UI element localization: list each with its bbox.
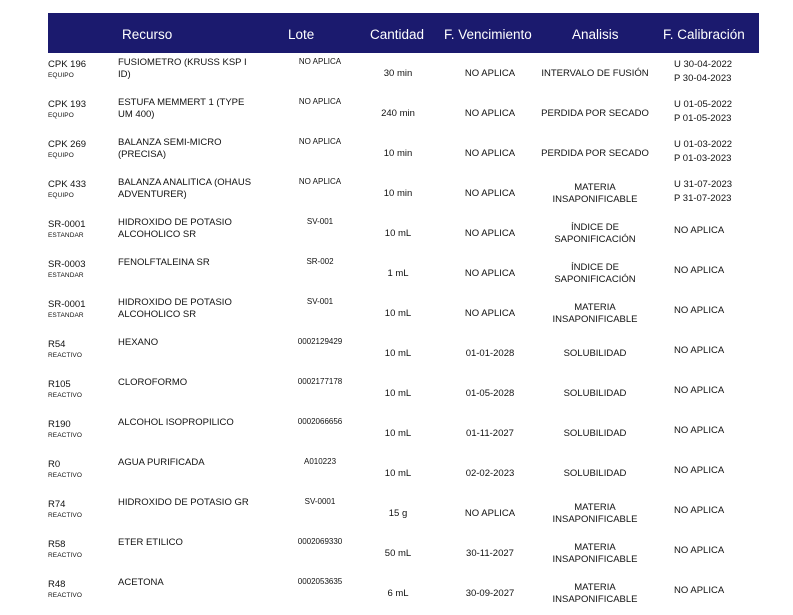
expiry-date: 30-09-2027 <box>465 588 515 599</box>
resource-kind: EQUIPO <box>48 72 74 79</box>
analysis: MATERIA INSAPONIFICABLE <box>552 182 638 205</box>
lot-number: NO APLICA <box>298 57 342 66</box>
header-vencimiento: F. Vencimiento <box>444 27 532 42</box>
lot-number: SR-002 <box>306 257 334 266</box>
quantity: 10 mL <box>384 308 412 319</box>
table-row <box>48 455 759 495</box>
quantity: 240 min <box>381 108 415 119</box>
quantity: 10 mL <box>384 428 412 439</box>
quantity: 10 mL <box>384 388 412 399</box>
calibration <box>674 98 764 126</box>
analysis: ÍNDICE DE SAPONIFICACIÓN <box>554 222 636 245</box>
resource-kind: ESTANDAR <box>48 312 84 319</box>
calibration-last: NO APLICA <box>674 425 725 436</box>
resource-name: ESTUFA MEMMERT 1 (TYPE UM 400) <box>118 97 245 120</box>
calibration-next: P 31-07-2023 <box>674 193 732 204</box>
resource-name: FENOLFTALEINA SR <box>118 257 210 268</box>
expiry-date: NO APLICA <box>464 188 516 199</box>
resource-name: AGUA PURIFICADA <box>118 457 205 468</box>
table-row <box>48 535 759 575</box>
calibration <box>674 584 764 598</box>
lot-number: SV-0001 <box>304 497 336 506</box>
resource-code: R74 <box>48 499 66 510</box>
analysis: SOLUBILIDAD <box>563 468 627 479</box>
calibration <box>674 58 764 86</box>
analysis: MATERIA INSAPONIFICABLE <box>552 502 638 525</box>
resource-code: R190 <box>48 419 71 430</box>
header-cantidad: Cantidad <box>370 27 425 42</box>
resource-kind: REACTIVO <box>48 472 83 479</box>
calibration <box>674 544 764 558</box>
table-row <box>48 95 759 135</box>
resource-name: HIDROXIDO DE POTASIO ALCOHOLICO SR <box>118 297 232 320</box>
expiry-date: NO APLICA <box>464 148 516 159</box>
resource-kind: EQUIPO <box>48 112 74 119</box>
expiry-date: 01-05-2028 <box>465 388 515 399</box>
lot-number: 0002069330 <box>297 537 343 546</box>
expiry-date: 02-02-2023 <box>465 468 515 479</box>
resource-kind: REACTIVO <box>48 392 83 399</box>
resource-kind: EQUIPO <box>48 192 74 199</box>
resource-code: R58 <box>48 539 66 550</box>
expiry-date: NO APLICA <box>464 228 516 239</box>
quantity: 15 g <box>388 508 408 519</box>
analysis: SOLUBILIDAD <box>563 348 627 359</box>
quantity: 1 mL <box>387 268 409 279</box>
expiry-date: 30-11-2027 <box>466 548 514 559</box>
table-row <box>48 575 759 615</box>
resource-kind: EQUIPO <box>48 152 74 159</box>
calibration-last: U 01-05-2022 <box>674 99 733 110</box>
header-calibracion: F. Calibración <box>663 27 745 42</box>
calibration <box>674 264 764 278</box>
resource-code: SR-0003 <box>48 259 86 270</box>
table-row <box>48 335 759 375</box>
resource-code: CPK 193 <box>48 99 87 110</box>
resource-code: SR-0001 <box>48 219 86 230</box>
quantity: 30 min <box>383 68 413 79</box>
table-body <box>48 55 759 615</box>
table-row <box>48 135 759 175</box>
calibration-last: NO APLICA <box>674 225 725 236</box>
analysis: MATERIA INSAPONIFICABLE <box>552 582 638 605</box>
calibration-last: NO APLICA <box>674 345 725 356</box>
resource-kind: ESTANDAR <box>48 272 84 279</box>
resource-name: ACETONA <box>118 577 164 588</box>
resource-code: SR-0001 <box>48 299 86 310</box>
calibration-next: P 01-03-2023 <box>674 153 732 164</box>
calibration-last: U 01-03-2022 <box>674 139 733 150</box>
resource-name: ALCOHOL ISOPROPILICO <box>118 417 234 428</box>
expiry-date: NO APLICA <box>464 508 516 519</box>
calibration <box>674 424 764 438</box>
calibration <box>674 464 764 478</box>
lot-number: NO APLICA <box>298 97 342 106</box>
table-row <box>48 295 759 335</box>
resource-name: FUSIOMETRO (KRUSS KSP I ID) <box>118 57 247 80</box>
calibration-next: P 01-05-2023 <box>674 113 732 124</box>
resource-name: ETER ETILICO <box>118 537 183 548</box>
expiry-date: 01-11-2027 <box>466 428 514 439</box>
resource-kind: REACTIVO <box>48 592 83 599</box>
resource-name: CLOROFORMO <box>118 377 188 388</box>
lot-number: SV-001 <box>306 297 334 306</box>
resource-kind: REACTIVO <box>48 432 83 439</box>
calibration-last: U 30-04-2022 <box>674 59 733 70</box>
table-row <box>48 415 759 455</box>
lot-number: SV-001 <box>306 217 334 226</box>
calibration-last: NO APLICA <box>674 265 725 276</box>
expiry-date: NO APLICA <box>464 268 516 279</box>
lot-number: 0002053635 <box>297 577 343 586</box>
table-row <box>48 375 759 415</box>
resource-kind: REACTIVO <box>48 352 83 359</box>
resource-kind: ESTANDAR <box>48 232 84 239</box>
analysis: SOLUBILIDAD <box>563 388 627 399</box>
resource-name: HIDROXIDO DE POTASIO GR <box>118 497 249 508</box>
expiry-date: NO APLICA <box>464 308 516 319</box>
resource-name: BALANZA ANALITICA (OHAUS ADVENTURER) <box>118 177 252 200</box>
calibration <box>674 138 764 166</box>
calibration <box>674 344 764 358</box>
table-header <box>48 13 759 53</box>
lot-number: NO APLICA <box>298 177 342 186</box>
header-analisis: Analisis <box>572 27 619 42</box>
resource-kind: REACTIVO <box>48 512 83 519</box>
resource-code: CPK 269 <box>48 139 87 150</box>
calibration-last: U 31-07-2023 <box>674 179 733 190</box>
header-lote: Lote <box>288 27 315 42</box>
resource-code: R105 <box>48 379 71 390</box>
expiry-date: 01-01-2028 <box>465 348 515 359</box>
resource-name: HEXANO <box>118 337 159 348</box>
analysis: PERDIDA POR SECADO <box>541 108 649 119</box>
lot-number: A010223 <box>303 457 337 466</box>
calibration-next: P 30-04-2023 <box>674 73 732 84</box>
resource-code: R0 <box>48 459 61 470</box>
quantity: 10 min <box>383 148 413 159</box>
quantity: 10 mL <box>384 348 412 359</box>
quantity: 50 mL <box>384 548 412 559</box>
calibration-last: NO APLICA <box>674 585 725 596</box>
calibration-last: NO APLICA <box>674 505 725 516</box>
calibration <box>674 224 764 238</box>
table-row <box>48 495 759 535</box>
resource-code: CPK 433 <box>48 179 87 190</box>
analysis: MATERIA INSAPONIFICABLE <box>552 302 638 325</box>
quantity: 10 mL <box>384 228 412 239</box>
quantity: 6 mL <box>387 588 409 599</box>
lot-number: 0002066656 <box>297 417 343 426</box>
expiry-date: NO APLICA <box>464 68 516 79</box>
analysis: PERDIDA POR SECADO <box>541 148 649 159</box>
analysis: SOLUBILIDAD <box>563 428 627 439</box>
table-row <box>48 175 759 215</box>
resource-table <box>48 13 759 615</box>
calibration-last: NO APLICA <box>674 385 725 396</box>
calibration <box>674 384 764 398</box>
table-row <box>48 255 759 295</box>
resource-code: R48 <box>48 579 66 590</box>
resource-name: BALANZA SEMI-MICRO (PRECISA) <box>118 137 222 160</box>
lot-number: NO APLICA <box>298 137 342 146</box>
table-row <box>48 215 759 255</box>
table-row <box>48 55 759 95</box>
resource-code: R54 <box>48 339 66 350</box>
analysis: ÍNDICE DE SAPONIFICACIÓN <box>554 262 636 285</box>
calibration <box>674 504 764 518</box>
resource-code: CPK 196 <box>48 59 87 70</box>
calibration-last: NO APLICA <box>674 305 725 316</box>
calibration-last: NO APLICA <box>674 465 725 476</box>
expiry-date: NO APLICA <box>464 108 516 119</box>
quantity: 10 mL <box>384 468 412 479</box>
resource-kind: REACTIVO <box>48 552 83 559</box>
quantity: 10 min <box>383 188 413 199</box>
calibration-last: NO APLICA <box>674 545 725 556</box>
analysis: INTERVALO DE FUSIÓN <box>541 68 649 79</box>
lot-number: 0002177178 <box>297 377 343 386</box>
header-recurso: Recurso <box>122 27 173 42</box>
calibration <box>674 304 764 318</box>
resource-name: HIDROXIDO DE POTASIO ALCOHOLICO SR <box>118 217 232 240</box>
calibration <box>674 178 764 206</box>
lot-number: 0002129429 <box>297 337 343 346</box>
analysis: MATERIA INSAPONIFICABLE <box>552 542 638 565</box>
